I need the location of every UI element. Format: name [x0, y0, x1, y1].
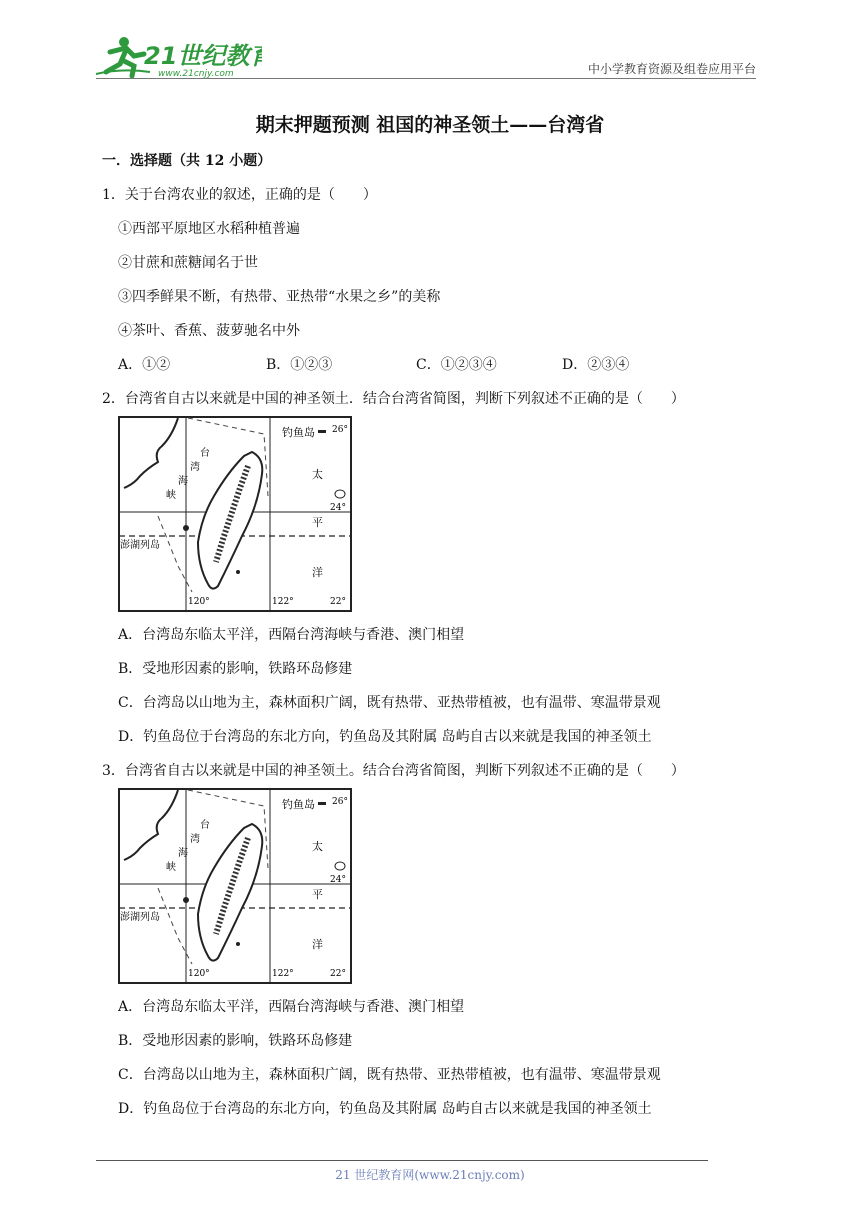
label-lon122: 122° — [272, 969, 294, 979]
label-ping: 平 — [312, 888, 323, 901]
q1-item-4: ④茶叶、香蕉、菠萝驰名中外 — [118, 323, 300, 339]
q1-option-d[interactable]: D．②③④ — [562, 357, 630, 373]
header-divider — [96, 78, 756, 79]
label-lat22: 22° — [330, 597, 346, 607]
q3-option-a[interactable]: A．台湾岛东临太平洋，西隔台湾海峡与香港、澳门相望 — [118, 999, 465, 1015]
label-strait-1: 台 — [200, 448, 210, 459]
label-tai: 太 — [312, 840, 323, 853]
label-penghu: 澎湖列岛 — [120, 912, 160, 923]
q2-option-d[interactable]: D．钓鱼岛位于台湾岛的东北方向，钓鱼岛及其附属 岛屿自古以来就是我国的神圣领土 — [118, 729, 652, 745]
q1-item-2: ②甘蔗和蔗糖闻名于世 — [118, 255, 258, 271]
q1-stem: 1．关于台湾农业的叙述，正确的是（ ） — [102, 187, 377, 203]
label-lat24: 24° — [330, 875, 346, 885]
label-strait-3: 海 — [178, 476, 188, 487]
q1-option-c[interactable]: C．①②③④ — [416, 357, 497, 373]
q3-option-d[interactable]: D．钓鱼岛位于台湾岛的东北方向，钓鱼岛及其附属 岛屿自古以来就是我国的神圣领土 — [118, 1101, 652, 1117]
label-lat26: 26° — [332, 425, 348, 435]
penghu-island-icon — [183, 525, 189, 531]
lanyu-island-icon — [236, 942, 240, 946]
q3-stem: 3．台湾省自古以来就是中国的神圣领土。结合台湾省简图，判断下列叙述不正确的是（ ） — [102, 763, 685, 779]
q1-item-3: ③四季鲜果不断，有热带、亚热带“水果之乡”的美称 — [118, 289, 441, 305]
label-diaoyu: 钓鱼岛 — [282, 798, 315, 811]
site-logo — [92, 34, 262, 80]
label-lon120: 120° — [188, 597, 210, 607]
label-yang: 洋 — [312, 566, 323, 579]
lanyu-island-icon — [236, 570, 240, 574]
label-diaoyu: 钓鱼岛 — [282, 426, 315, 439]
penghu-island-icon — [183, 897, 189, 903]
label-strait-4: 峡 — [166, 490, 176, 501]
q3-option-b[interactable]: B．受地形因素的影响，铁路环岛修建 — [118, 1033, 353, 1049]
label-tai: 太 — [312, 468, 323, 481]
diaoyu-island-icon — [318, 802, 326, 805]
footer-divider — [96, 1160, 708, 1161]
q3-option-c[interactable]: C．台湾岛以山地为主，森林面积广阔，既有热带、亚热带植被，也有温带、寒温带景观 — [118, 1067, 661, 1083]
label-ping: 平 — [312, 516, 323, 529]
label-penghu: 澎湖列岛 — [120, 540, 160, 551]
taiwan-map-2 — [118, 788, 352, 984]
label-strait-1: 台 — [200, 820, 210, 831]
label-lat24: 24° — [330, 503, 346, 513]
q1-option-a[interactable]: A．①② — [118, 357, 171, 373]
logo-url: www.21cnjy.com — [158, 69, 234, 79]
label-strait-2: 湾 — [190, 834, 200, 845]
q1-option-b[interactable]: B．①②③ — [266, 357, 333, 373]
section-heading: 一．选择题（共 12 小题） — [102, 153, 272, 169]
label-strait-3: 海 — [178, 848, 188, 859]
page-title: 期末押题预测 祖国的神圣领土——台湾省 — [255, 114, 605, 136]
platform-label: 中小学教育资源及组卷应用平台 — [587, 62, 756, 76]
label-lon122: 122° — [272, 597, 294, 607]
q2-option-a[interactable]: A．台湾岛东临太平洋，西隔台湾海峡与香港、澳门相望 — [118, 627, 465, 643]
taiwan-map — [118, 416, 352, 612]
label-yang: 洋 — [312, 938, 323, 951]
q2-option-b[interactable]: B．受地形因素的影响，铁路环岛修建 — [118, 661, 353, 677]
diaoyu-island-icon — [318, 430, 326, 433]
label-lat22: 22° — [330, 969, 346, 979]
label-lon120: 120° — [188, 969, 210, 979]
label-strait-4: 峡 — [166, 862, 176, 873]
label-lat26: 26° — [332, 797, 348, 807]
footer-text[interactable]: 21 世纪教育网(www.21cnjy.com) — [335, 1168, 525, 1182]
logo-text: 21世纪教育 — [144, 42, 262, 70]
q1-item-1: ①西部平原地区水稻种植普遍 — [118, 221, 300, 237]
q2-option-c[interactable]: C．台湾岛以山地为主，森林面积广阔，既有热带、亚热带植被，也有温带、寒温带景观 — [118, 695, 661, 711]
label-strait-2: 湾 — [190, 462, 200, 473]
q2-stem: 2．台湾省自古以来就是中国的神圣领土．结合台湾省简图，判断下列叙述不正确的是（ ） — [102, 391, 685, 407]
